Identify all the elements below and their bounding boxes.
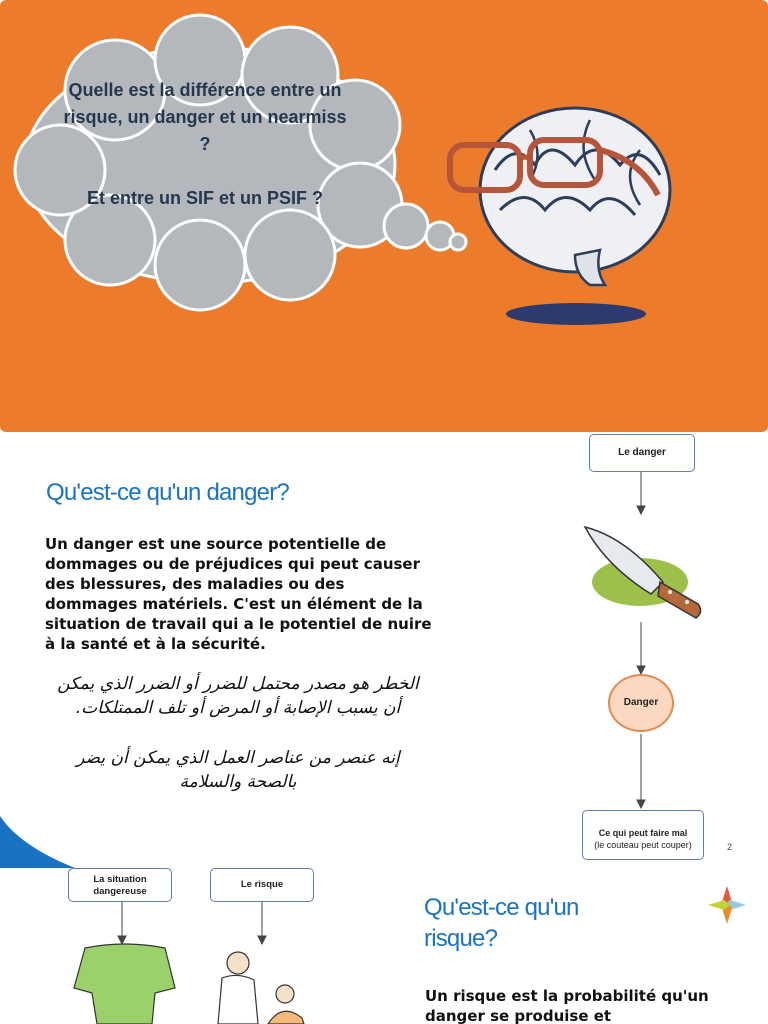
brain-shadow xyxy=(506,303,646,325)
question-difference: Quelle est la différence entre un risque, un danger et un nearmiss ? xyxy=(63,80,347,154)
danger-definition-ar-2: إنه عنصر من عناصر العمل الذي يمكن أن يضر بالصحة والسلامة xyxy=(76,748,400,792)
question-sif-psif: Et entre un SIF et un PSIF ? xyxy=(86,188,323,208)
logo-icon xyxy=(708,886,746,924)
slide-title-risque: Qu'est-ce qu'un risque? xyxy=(424,894,579,952)
slide-1 xyxy=(0,0,768,432)
danger-definition-fr: Un danger est une source potentielle de dommages ou de préjudices qui peut causer des blessures, des maladies ou des dommages matériels. C'est un élément de la situation de travail qui a le potentiel de nuire à la santé et à la sécurité. xyxy=(45,535,432,653)
corner-decoration xyxy=(0,816,80,868)
box-situation-dangereuse: La situation dangereuse xyxy=(68,868,172,902)
danger-circle: Danger xyxy=(608,674,674,732)
slide-2 xyxy=(0,432,768,868)
slide-title-danger: Qu'est-ce qu'un danger? xyxy=(46,479,289,506)
box-line-2: (le couteau peut couper) xyxy=(594,840,692,850)
person-icon xyxy=(74,944,175,1024)
box-le-danger: Le danger xyxy=(589,434,695,472)
page-number: 2 xyxy=(727,842,733,852)
box-le-risque: Le risque xyxy=(210,868,314,902)
caregiver-icon xyxy=(218,952,304,1024)
thought-cloud xyxy=(15,15,402,310)
knife-icon xyxy=(585,527,701,618)
thought-cloud-graphic xyxy=(0,0,768,432)
risque-definition: Un risque est la probabilité qu'un danger se produise et xyxy=(425,987,709,1024)
brain-illustration xyxy=(450,108,670,285)
box-ce-qui-peut-faire-mal xyxy=(582,810,704,860)
thought-bubbles xyxy=(384,204,466,250)
box-line-1: Ce qui peut faire mal xyxy=(598,828,688,838)
slide-3 xyxy=(0,868,768,1024)
danger-definition-ar-1: الخطر هو مصدر محتمل للضرر أو الضرر الذي يمكن أن يسبب الإصابة أو المرض أو تلف الممتلكات. xyxy=(57,674,419,718)
